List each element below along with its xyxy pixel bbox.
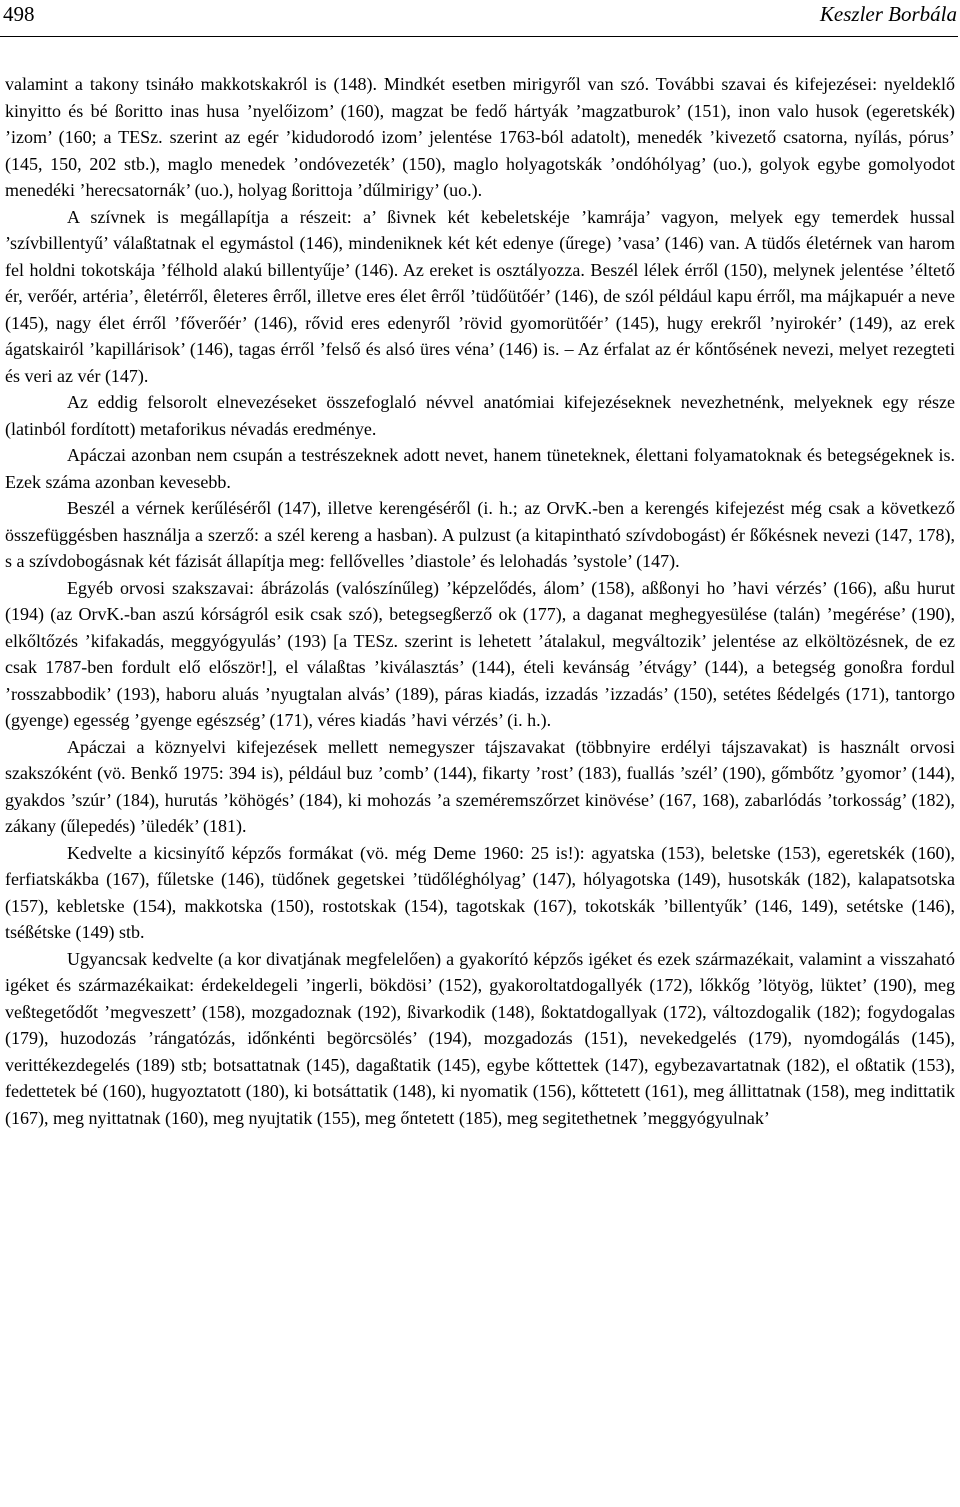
paragraph: Egyéb orvosi szakszavai: ábrázolás (valószínűleg) ’képzelődés, álom’ (158), aßßonyi ho ’havi vérzés’ (166), aßu hurut (194) (az OrvK.-ban aszú kórságról esik csak szó), betegsegßerző ok (177), a daganat meghegyesülése (talán) ’megérése’ (190), elkőltőzés ’kifakadás, meggyógyulás’ (193) [a TESz. szerint is lehetett ’átalakul, megváltozik’ jelentése az elköltözésnek, de ez csak 1787-ben fordult elő először!], el válaßtas ’kiválasztás’ (144), ételi kevánság ’étvágy’ (144), a betegség gonoßra fordul ’rosszabbodik’ (193), haboru aluás ’nyugtalan alvás’ (189), páras kiadás, izzadás ’izzadás’ (150), setétes ßédelgés (171), tantorgo (gyenge) egesség ’gyenge egészség’ (171), véres kiadás ’havi vérzés’ (i. h.). xyxy=(5,577,955,730)
page-number: 498 xyxy=(3,2,35,26)
running-head: Keszler Borbála xyxy=(819,2,957,26)
paragraph: Beszél a vérnek kerűléséről (147), illetve kerengéséről (i. h.; az OrvK.-ben a kerengés kifejezést még csak a következő összefüggésben használja a szerző: a szél kereng a hasban). A pulzust (a kitapintható szívdobogást) ér ßőkésnek nevezi (147, 178), s a szívdobogásnak két fázisát állapítja meg: fellővelles ’diastole’ és lelohadás ’systole’ (147). xyxy=(5,498,955,571)
paragraph: Az eddig felsorolt elnevezéseket összefoglaló névvel anatómiai kifejezéseknek nevezhetnénk, melyeknek egy része (latinból fordított) metaforikus névadás eredménye. xyxy=(5,392,955,439)
paragraph: Ugyancsak kedvelte (a kor divatjának megfelelően) a gyakorító képzős igéket és ezek származékait, valamint a visszaható igéket és származékaikat: érdekeldegeli ’ingerli, bökdösi’ (152), gyakoroltatdogallyék (172), lőkkőg ’lötyög, lüktet’ (190), meg veßtegetődőt ’megveszett’ (158), mozgadoznak (192), ßivarkodik (148), ßoktatdogallyak (172), változdogalik (182); fogydogalas (179), huzodozás ’rángatózás, időnkénti begörcsölés’ (194), mozgadozás (151), nevekedgelés (179), nyomdogálás (145), verittékezdegelés (189) stb; botsattatnak (145), dagaßtatik (145), egybe kőttettek (147), egybezavartatnak (182), el oßtatik (153), fedettetek bé (160), hugyoztatott (180), ki botsáttatik (148), ki nyomatik (156), kőttetett (161), meg állittatnak (158), meg indittatik (167), meg nyittatnak (160), meg nyujtatik (155), meg őntetett (185), meg segitethetnek ’meggyógyulnak’ xyxy=(5,948,955,1128)
paragraph: valamint a takony tsináło makkotskakról is (148). Mindkét esetben mirigyről van szó. További szavai és kifejezései: nyeldeklő kinyitto és bé ßoritto inas husa ’nyelőizom’ (160), magzat be fedő hártyák ’magzatburok’ (151), inon valo husok (egeretskék) ’izom’ (160; a TESz. szerint az egér ’kidudorodó izom’ jelentése 1763-ból adatolt), menedék ’kivezető csatorna, nyílás, pórus’ (145, 150, 202 stb.), maglo menedek ’ondóvezeték’ (150), maglo holyagotskák ’ondóhólyag’ (uo.), golyok egybe gomolyodot menedéki ’herecsatornák’ (uo.), holyag ßorittoja ’dűlmirigy’ (uo.). xyxy=(5,74,955,200)
paragraph: Apáczai azonban nem csupán a testrészeknek adott nevet, hanem tüneteknek, élettani folyamatoknak és betegségeknek is. Ezek száma azonban kevesebb. xyxy=(5,445,955,492)
header-rule xyxy=(0,36,958,37)
paragraph: A szívnek is megállapítja a részeit: a’ ßivnek két kebeletskéje ’kamrája’ vagyon, melyek egy temerdek hussal ’szívbillentyű’ válaßtatnak el egymástol (146), mindeniknek két két edenye (űrege) ’vasa’ (146) van. A tüdős életérnek van harom fel holdni tokotskája ’félhold alakú billentyűje’ (146). Az ereket is osztályozza. Beszél lélek érről (150), melynek jelentése ’éltető ér, verőér, artéria’, êletérről, êleteres êrről, illetve eres élet êrről ’tüdőütőér’ (146), de szól például kapu érről, ma májkapuér a neve (145), nagy élet érről ’főverőér’ (146), rővid eres edenyről ’rövid gyomorütőér’ (145), hugy erekről ’nyirokér’ (149), az erek ágatskairól ’kapillárisok’ (146), tagas érről ’felső és alsó üres véna’ (146) is. – Az érfalat az ér kőntősének nevezi, melyet rezegteti és veri az vér (147). xyxy=(5,206,955,386)
page-header xyxy=(0,0,960,40)
paragraph: Apáczai a köznyelvi kifejezések mellett nemegyszer tájszavakat (többnyire erdélyi tájszavakat) is használt orvosi szakszóként (vö. Benkő 1975: 394 is), például buz ’comb’ (144), fikarty ’rost’ (183), fuallás ’szél’ (190), gőmbőtz ’gyomor’ (144), gyakdos ’szúr’ (184), hurutás ’köhögés’ (184), ki mohozás ’a szeméremszőrzet kinövése’ (167, 168), zabarlódás ’torkosság’ (182), zákany (űlepedés) ’üledék’ (181). xyxy=(5,736,955,836)
paragraph: Kedvelte a kicsinyítő képzős formákat (vö. még Deme 1960: 25 is!): agyatska (153), beletske (153), egeretskék (160), ferfiatskákba (167), fűletske (146), tüdőnek gegetskei ’tüdőléghólyag’ (147), hólyagotska (149), husotskák (182), kalapatsotska (157), kebletske (154), makkotska (150), rostotskak (154), tagotskak (167), tokotskák ’billentyűk’ (146, 149), setétske (146), tséßétske (149) stb. xyxy=(5,842,955,942)
body-text xyxy=(5,71,955,1131)
